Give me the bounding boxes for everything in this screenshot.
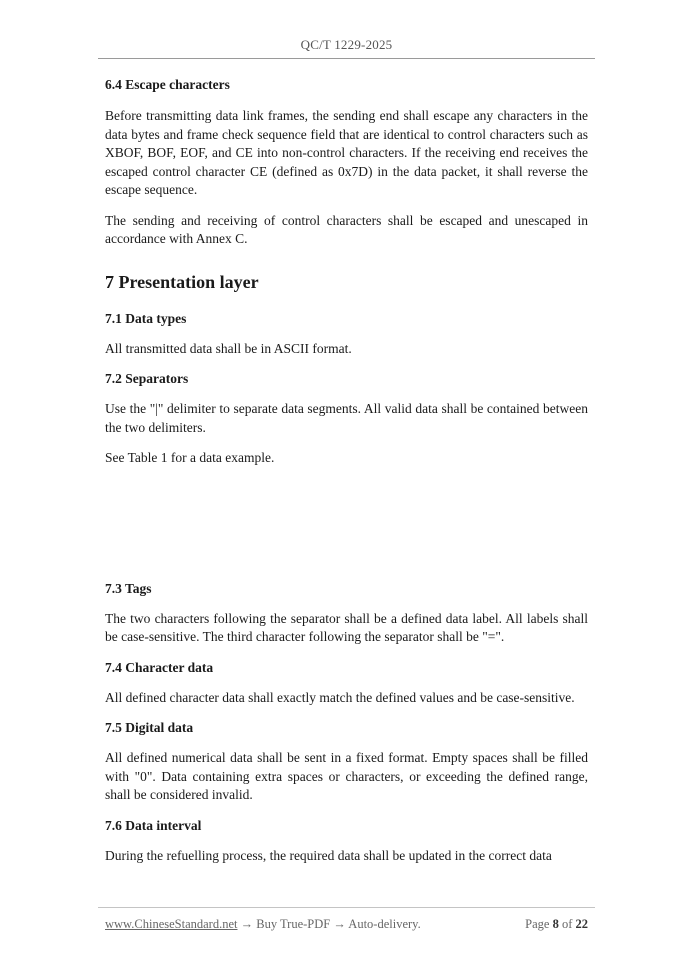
paragraph: The two characters following the separator shall be a defined data label. All labels shall be case-sensitive. The third character following the separator shall be "=". — [105, 610, 588, 644]
site-link[interactable]: www.ChineseStandard.net — [105, 917, 238, 931]
header-divider — [98, 58, 595, 59]
page-content — [105, 76, 588, 865]
page-total: 22 — [575, 917, 588, 931]
section-heading: 7.2 Separators — [105, 371, 189, 386]
section-7-1 — [105, 310, 588, 359]
paragraph: The sending and receiving of control characters shall be escaped and unescaped in accordance with Annex C. — [105, 212, 588, 246]
paragraph: All defined numerical data shall be sent in a fixed format. Empty spaces shall be filled with "0". Data containing extra spaces or characters, or exceeding the defined range, shall be considered invalid. — [105, 750, 588, 802]
paragraph: During the refuelling process, the required data shall be updated in the correct data — [105, 847, 552, 863]
section-heading: 7.5 Digital data — [105, 720, 194, 735]
paragraph: Use the "|" delimiter to separate data segments. All valid data shall be contained between the two delimiters. — [105, 401, 588, 435]
section-heading: 7.4 Character data — [105, 659, 214, 675]
footer-promo — [105, 917, 421, 932]
paragraph: All defined character data shall exactly match the defined values and be case-sensitive. — [105, 689, 575, 705]
paragraph: Before transmitting data link frames, the sending end shall escape any characters in the data bytes and frame check sequence field that are identical to control characters such as XBOF, BOF, EOF, and CE into non-control characters. If the receiving end receives the escaped control character CE (defined as 0x7D) in the data packet, it shall reverse the escape sequence. — [105, 108, 588, 197]
of-label: of — [561, 917, 573, 931]
section-7-6 — [105, 817, 588, 866]
page-label: Page — [525, 917, 550, 931]
page-indicator — [525, 917, 588, 932]
paragraph: All transmitted data shall be in ASCII format. — [105, 340, 352, 356]
section-6-4 — [105, 76, 588, 249]
footer-divider — [98, 907, 595, 908]
section-7-3 — [105, 580, 588, 647]
page-number: 8 — [552, 917, 559, 931]
footer-tagline: → Buy True-PDF → Auto-delivery. — [237, 917, 421, 931]
section-7-5 — [105, 719, 588, 805]
blank-space — [105, 468, 588, 580]
section-7-2 — [105, 370, 588, 468]
section-heading: 6.4 Escape characters — [105, 77, 230, 92]
section-heading: 7.6 Data interval — [105, 817, 202, 833]
standard-code-header: QC/T 1229-2025 — [300, 37, 393, 52]
section-heading: 7.1 Data types — [105, 310, 187, 326]
paragraph: See Table 1 for a data example. — [105, 450, 275, 465]
section-7-4 — [105, 659, 588, 708]
chapter-heading: 7 Presentation layer — [105, 271, 259, 292]
section-heading: 7.3 Tags — [105, 580, 152, 596]
